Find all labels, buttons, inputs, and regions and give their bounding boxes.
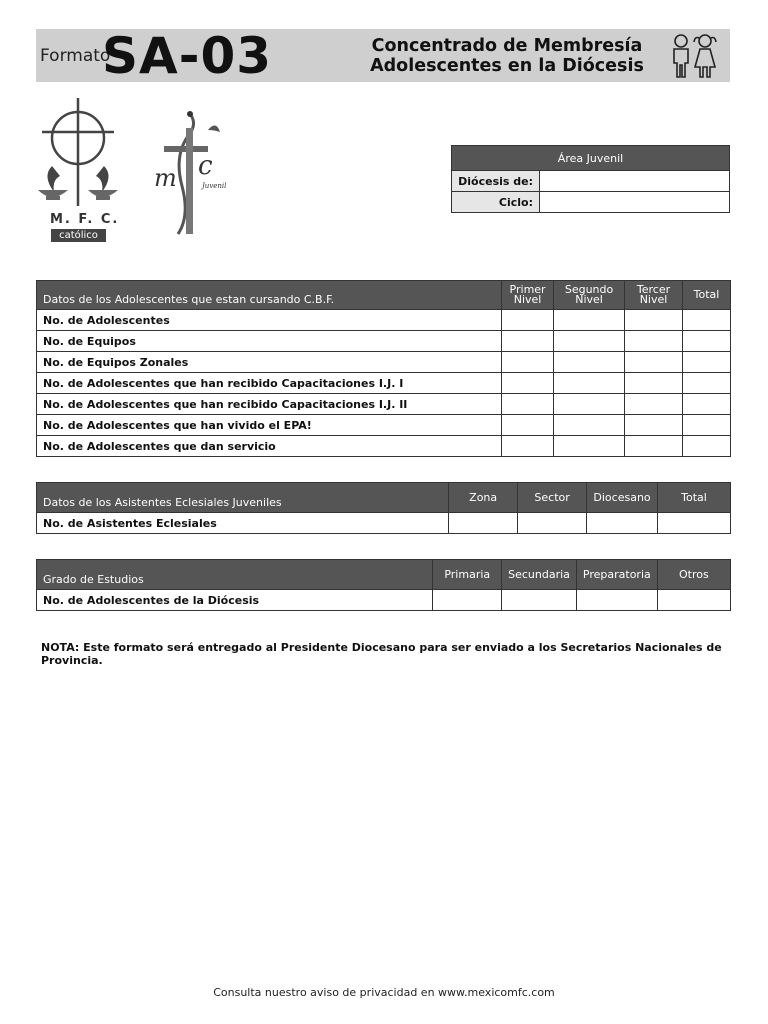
input-cell[interactable] <box>576 590 657 611</box>
row-label: No. de Equipos Zonales <box>37 352 502 373</box>
input-cell[interactable] <box>625 331 683 352</box>
adolescentes-table <box>36 280 731 457</box>
form-code: SA-03 <box>102 27 273 85</box>
header-bar <box>36 27 730 85</box>
table-row <box>37 513 731 534</box>
table-header-cell: Grado de Estudios <box>37 560 433 590</box>
table-header-cell: Preparatoria <box>576 560 657 590</box>
input-cell[interactable] <box>554 436 625 457</box>
juvenil-word: Juvenil <box>202 182 227 190</box>
input-cell[interactable] <box>554 310 625 331</box>
estudios-table <box>36 559 731 611</box>
page-title <box>364 36 650 76</box>
input-cell[interactable] <box>554 352 625 373</box>
input-cell[interactable] <box>554 415 625 436</box>
table-header-row <box>37 281 731 310</box>
row-label: No. de Adolescentes de la Diócesis <box>37 590 433 611</box>
input-cell[interactable] <box>502 415 554 436</box>
table-row <box>37 590 731 611</box>
input-cell[interactable] <box>625 394 683 415</box>
input-cell[interactable] <box>502 373 554 394</box>
ciclo-field[interactable] <box>540 192 730 213</box>
input-cell[interactable] <box>554 394 625 415</box>
table-row <box>37 373 731 394</box>
table-header-cell: Datos de los Adolescentes que estan cursando C.B.F. <box>37 281 502 310</box>
input-cell[interactable] <box>554 331 625 352</box>
title-line-2: Adolescentes en la Diócesis <box>370 56 644 76</box>
catolico-label: católico <box>51 229 106 242</box>
table-row <box>37 310 731 331</box>
table-header-row <box>37 560 731 590</box>
table-row <box>37 436 731 457</box>
asistentes-table <box>36 482 731 534</box>
diocesis-field[interactable] <box>540 171 730 192</box>
row-label: No. de Asistentes Eclesiales <box>37 513 449 534</box>
table-header-cell: Zona <box>449 483 518 513</box>
table-header-cell: Sector <box>518 483 587 513</box>
input-cell[interactable] <box>587 513 658 534</box>
input-cell[interactable] <box>683 310 731 331</box>
nota-text: NOTA: Este formato será entregado al Presidente Diocesano para ser enviado a los Secretarios Nacionales de Provincia. <box>41 641 722 667</box>
input-cell[interactable] <box>625 373 683 394</box>
table-row <box>37 415 731 436</box>
row-label: No. de Adolescentes que han vivido el EPA! <box>37 415 502 436</box>
table-header-cell: Primer Nivel <box>502 281 554 310</box>
input-cell[interactable] <box>657 590 730 611</box>
input-cell[interactable] <box>683 352 731 373</box>
row-label: No. de Adolescentes que dan servicio <box>37 436 502 457</box>
table-header-cell: Secundaria <box>502 560 577 590</box>
title-line-1: Concentrado de Membresía <box>371 36 643 56</box>
mfc-logo-text: M. F. C. <box>50 212 120 227</box>
table-header-cell: Tercer Nivel <box>625 281 683 310</box>
svg-text:m: m <box>154 164 177 192</box>
input-cell[interactable] <box>433 590 502 611</box>
privacy-footer: Consulta nuestro aviso de privacidad en www.mexicomfc.com <box>213 986 555 999</box>
diocesis-label: Diócesis de: <box>452 171 540 192</box>
input-cell[interactable] <box>554 373 625 394</box>
input-cell[interactable] <box>625 415 683 436</box>
row-label: No. de Adolescentes que han recibido Capacitaciones I.J. I <box>37 373 502 394</box>
table-header-cell: Total <box>658 483 731 513</box>
input-cell[interactable] <box>502 394 554 415</box>
input-cell[interactable] <box>502 590 577 611</box>
input-cell[interactable] <box>683 394 731 415</box>
input-cell[interactable] <box>502 331 554 352</box>
table-header-cell: Total <box>683 281 731 310</box>
table-header-cell: Otros <box>657 560 730 590</box>
input-cell[interactable] <box>625 352 683 373</box>
input-cell[interactable] <box>449 513 518 534</box>
input-cell[interactable] <box>625 436 683 457</box>
ciclo-label: Ciclo: <box>452 192 540 213</box>
table-row <box>37 352 731 373</box>
input-cell[interactable] <box>518 513 587 534</box>
formato-label: Formato <box>40 46 111 66</box>
input-cell[interactable] <box>683 415 731 436</box>
table-header-cell: Segundo Nivel <box>554 281 625 310</box>
row-label: No. de Adolescentes <box>37 310 502 331</box>
input-cell[interactable] <box>502 352 554 373</box>
input-cell[interactable] <box>683 373 731 394</box>
input-cell[interactable] <box>625 310 683 331</box>
row-label: No. de Equipos <box>37 331 502 352</box>
input-cell[interactable] <box>658 513 731 534</box>
input-cell[interactable] <box>683 331 731 352</box>
mfc-juvenil-logo <box>150 108 230 238</box>
area-title: Área Juvenil <box>452 146 730 171</box>
table-header-cell: Diocesano <box>587 483 658 513</box>
svg-text:c: c <box>198 151 213 181</box>
input-cell[interactable] <box>502 310 554 331</box>
input-cell[interactable] <box>683 436 731 457</box>
table-row <box>37 394 731 415</box>
table-header-cell: Primaria <box>433 560 502 590</box>
input-cell[interactable] <box>502 436 554 457</box>
table-row <box>37 331 731 352</box>
table-header-cell: Datos de los Asistentes Eclesiales Juveniles <box>37 483 449 513</box>
children-icon <box>666 32 722 80</box>
table-header-row <box>37 483 731 513</box>
row-label: No. de Adolescentes que han recibido Capacitaciones I.J. II <box>37 394 502 415</box>
area-juvenil-table <box>451 145 730 213</box>
